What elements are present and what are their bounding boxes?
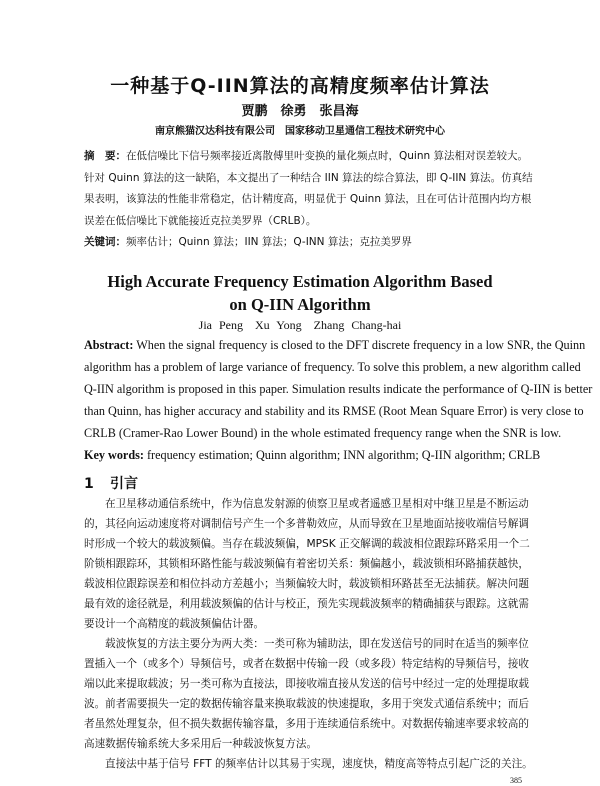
body-line: 端以此来提取载波；另一类可称为直接法，即接收端直接从发送的信号中经过一定的处理提取载	[84, 678, 529, 690]
section-heading	[84, 476, 138, 493]
body-line: 时形成一个较大的载波频偏。当存在载波频偏，MPSK 正交解调的载波相位跟踪环路采用一个二	[84, 538, 530, 550]
abstract-cn-line: 误差在低信噪比下就能接近克拉美罗界（CRLB）。	[84, 214, 317, 227]
abstract-cn-label: 摘 要：	[84, 150, 126, 162]
paper-title-en-line2: on Q-IIN Algorithm	[229, 295, 371, 314]
body-line: 要设计一个高精度的载波频偏估计器。	[84, 618, 265, 630]
page-number: 385	[510, 776, 522, 785]
keywords-en-label: Key words:	[84, 448, 144, 462]
keywords-cn-label: 关键词：	[84, 236, 126, 248]
keywords-en: frequency estimation; Quinn algorithm; INN algorithm; Q-IIN algorithm; CRLB	[143, 448, 541, 462]
abstract-en-line: algorithm has a problem of large variance of frequency. To solve this problem, a new algorithm called	[84, 360, 581, 374]
abstract-en-line: CRLB (Cramer-Rao Lower Bound) in the whole estimated frequency range when the SNR is low.	[84, 426, 562, 440]
authors-cn: 贾鹏 徐勇 张昌海	[241, 104, 359, 119]
keywords-cn: 频率估计；Quinn 算法；IIN 算法；Q-INN 算法；克拉美罗界	[126, 236, 412, 248]
body-line: 者虽然处理复杂，但不损失数据传输容量，多用于连续通信系统中。对数据传输速率要求较高的	[84, 718, 529, 730]
body-line: 波。前者需要损失一定的数据传输容量来换取载波的快速提取，多用于突发式通信系统中；而后	[84, 698, 529, 710]
abstract-cn	[84, 146, 533, 254]
section-number: 1	[84, 476, 94, 492]
affiliation-cn: 南京熊猫汉达科技有限公司 国家移动卫星通信工程技术研究中心	[155, 126, 445, 137]
abstract-en-label: Abstract:	[84, 338, 134, 352]
section-body	[84, 494, 533, 774]
body-line: 直接法中基于信号 FFT 的频率估计以其易于实现，速度快，精度高等特点引起广泛的关注。	[105, 758, 533, 770]
body-line: 的，其径向运动速度将对调制信号产生一个多普勒效应，从而导致在卫星地面站接收端信号解调	[84, 518, 529, 530]
body-line: 最有效的途径就是，利用载波频偏的估计与校正，预先实现载波频率的精确捕获与跟踪。这就需	[84, 598, 529, 610]
body-line: 在卫星移动通信系统中，作为信息发射源的侦察卫星或者遥感卫星相对中继卫星是不断运动	[105, 498, 529, 510]
body-line: 阶锁相跟踪环，其锁相环路性能与载波频偏有着密切关系：频偏越小，载波锁相环路捕获越快，	[84, 558, 529, 570]
paper-title-en-line1: High Accurate Frequency Estimation Algorithm Based	[107, 272, 493, 291]
abstract-en-line: Q-IIN algorithm is proposed in this paper. Simulation results indicate the performance of Q-IIN is better	[84, 382, 593, 396]
authors-en: Jia Peng Xu Yong Zhang Chang-hai	[198, 318, 402, 332]
section-title: 引言	[110, 476, 138, 492]
abstract-cn-line: 在低信噪比下信号频率接近离散傅里叶变换的量化频点时，Quinn 算法相对误差较大。	[126, 150, 528, 162]
body-line: 载波恢复的方法主要分为两大类：一类可称为辅助法，即在发送信号的同时在适当的频率位	[105, 638, 529, 650]
paper-title-cn: 一种基于Q-IIN算法的高精度频率估计算法	[110, 75, 490, 97]
abstract-en-line: than Quinn, has higher accuracy and stability and its RMSE (Root Mean Square Error) is very close to	[84, 404, 584, 418]
abstract-cn-line: 针对 Quinn 算法的这一缺陷，本文提出了一种结合 IIN 算法的综合算法，即 Q-IIN 算法。仿真结	[84, 171, 533, 184]
body-line: 载波相位跟踪误差和相位抖动方差越小；当频偏较大时，载波锁相环路甚至无法捕获。解决问题	[84, 578, 529, 590]
body-line: 高速数据传输系统大多采用后一种载波恢复方法。	[84, 738, 318, 750]
body-line: 置插入一个（或多个）导频信号，或者在数据中传输一段（或多段）特定结构的导频信号，接收	[84, 658, 529, 670]
abstract-cn-line: 果表明，该算法的性能非常稳定，估计精度高，明显优于 Quinn 算法，且在可估计范围内均方根	[84, 193, 532, 205]
abstract-en-line: When the signal frequency is closed to the DFT discrete frequency in a low SNR, the Quinn	[133, 338, 586, 352]
abstract-en	[84, 334, 593, 466]
